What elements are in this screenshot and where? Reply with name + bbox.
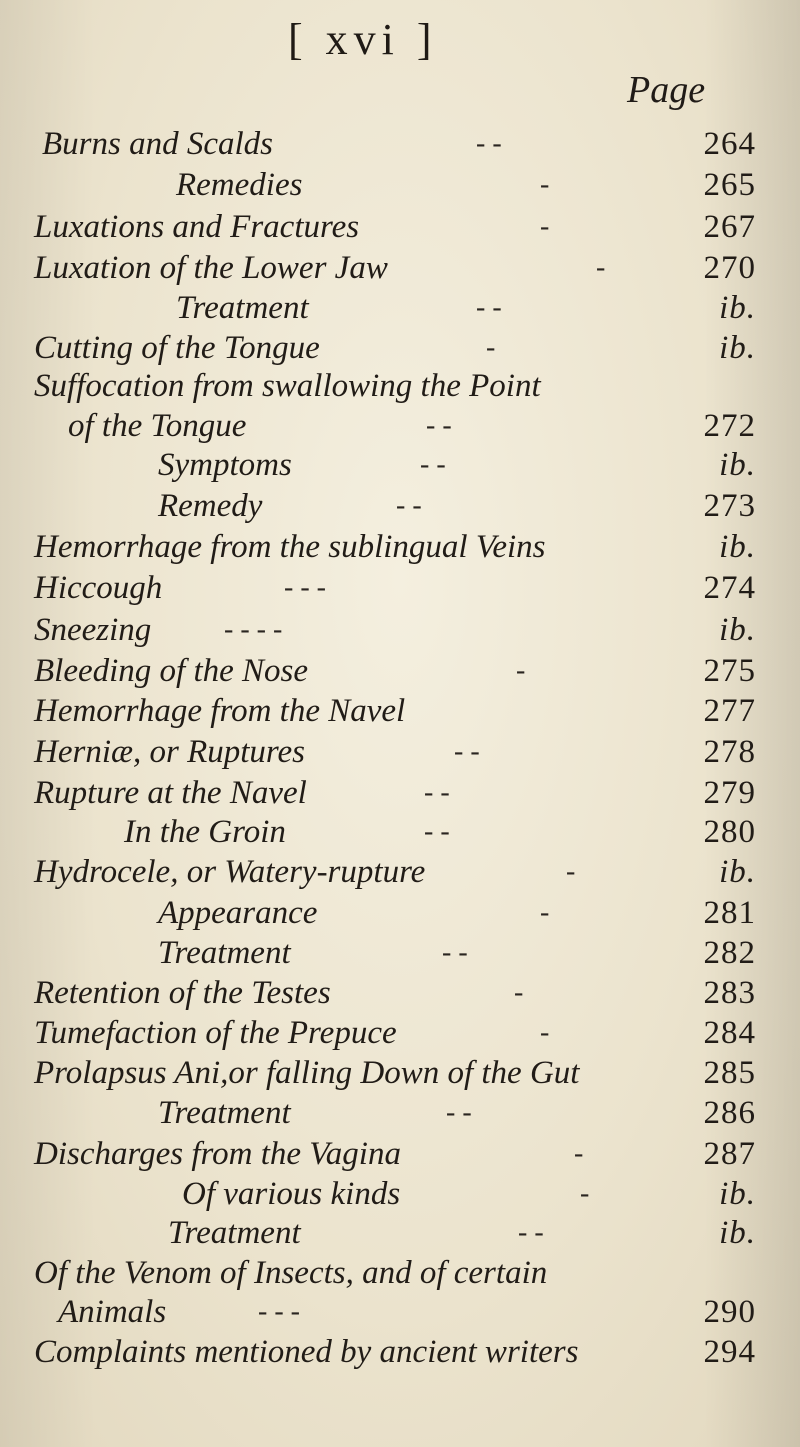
entry-page: 282 bbox=[703, 935, 756, 971]
entry-title: Of the Venom of Insects, and of certain bbox=[34, 1255, 548, 1291]
entry-page: 284 bbox=[703, 1015, 756, 1051]
entry-title: Sneezing bbox=[34, 612, 152, 648]
entry-leader: - bbox=[540, 169, 550, 200]
entry-page: 287 bbox=[703, 1136, 756, 1172]
entry-page: 270 bbox=[703, 250, 756, 286]
entry-leader: - - - bbox=[258, 1296, 300, 1327]
entry-title: Hemorrhage from the Navel bbox=[34, 693, 406, 729]
entry-title: Bleeding of the Nose bbox=[34, 653, 309, 689]
entry-title: Tumefaction of the Prepuce bbox=[34, 1015, 397, 1051]
entry-title: Cutting of the Tongue bbox=[34, 330, 320, 366]
entry-title: Treatment bbox=[158, 935, 291, 971]
entry-page: 294 bbox=[703, 1334, 756, 1370]
entry-leader: - - bbox=[396, 490, 422, 521]
entry-leader: - - bbox=[446, 1097, 472, 1128]
entry-title: Animals bbox=[58, 1294, 167, 1330]
entry-title: In the Groin bbox=[124, 814, 286, 850]
entry-leader: - - bbox=[424, 816, 450, 847]
entry-page: 285 bbox=[703, 1055, 756, 1091]
toc-entry bbox=[0, 610, 800, 650]
entry-leader: - bbox=[580, 1178, 590, 1209]
entry-title: Herniæ, or Ruptures bbox=[34, 734, 306, 770]
entry-page: ib. bbox=[719, 612, 756, 648]
entry-title: Hydrocele, or Watery-rupture bbox=[34, 854, 426, 890]
entry-title: Hiccough bbox=[34, 570, 163, 606]
entry-leader: - bbox=[566, 856, 576, 887]
entry-title: Treatment bbox=[158, 1095, 291, 1131]
toc-entry bbox=[0, 1213, 800, 1253]
entry-title: Rupture at the Navel bbox=[34, 775, 307, 811]
toc-entry bbox=[0, 1332, 800, 1372]
entry-leader: - bbox=[486, 332, 496, 363]
entry-title: Of various kinds bbox=[182, 1176, 401, 1212]
entry-title: Appearance bbox=[158, 895, 318, 931]
entry-page: 281 bbox=[703, 895, 756, 931]
entry-leader: - - bbox=[454, 736, 480, 767]
entry-page: 265 bbox=[703, 167, 756, 203]
entry-leader: - bbox=[516, 655, 526, 686]
entry-title: Remedies bbox=[176, 167, 303, 203]
entry-page: 286 bbox=[703, 1095, 756, 1131]
toc-entry bbox=[0, 773, 800, 813]
toc-entry bbox=[0, 973, 800, 1013]
entry-leader: - - bbox=[426, 410, 452, 441]
entry-title: of the Tongue bbox=[68, 408, 247, 444]
entry-title: Retention of the Testes bbox=[34, 975, 331, 1011]
entry-leader: - - bbox=[420, 449, 446, 480]
entry-page: 283 bbox=[703, 975, 756, 1011]
toc-entry bbox=[0, 732, 800, 772]
entry-leader: - - bbox=[424, 777, 450, 808]
entry-title: Treatment bbox=[168, 1215, 301, 1251]
entry-title: Complaints mentioned by ancient writers bbox=[34, 1334, 579, 1370]
entry-title: Remedy bbox=[158, 488, 263, 524]
entry-page: 273 bbox=[703, 488, 756, 524]
toc-entry bbox=[0, 1093, 800, 1133]
entry-page: ib. bbox=[719, 330, 756, 366]
entry-leader: - - - - bbox=[224, 614, 283, 645]
toc-entry bbox=[0, 288, 800, 328]
entry-title: Symptoms bbox=[158, 447, 292, 483]
entry-title: Hemorrhage from the sublingual Veins bbox=[34, 529, 546, 565]
entry-page: ib. bbox=[719, 1176, 756, 1212]
entry-page: 274 bbox=[703, 570, 756, 606]
entry-page: 267 bbox=[703, 209, 756, 245]
entry-title: Discharges from the Vagina bbox=[34, 1136, 401, 1172]
entry-leader: - bbox=[514, 977, 524, 1008]
toc-entry bbox=[0, 893, 800, 933]
entry-leader: - - - bbox=[284, 572, 326, 603]
toc-entry bbox=[0, 248, 800, 288]
toc-entry bbox=[0, 933, 800, 973]
entry-leader: - - bbox=[476, 128, 502, 159]
entry-title: Luxations and Fractures bbox=[34, 209, 360, 245]
entry-page: ib. bbox=[719, 854, 756, 890]
entry-leader: - bbox=[540, 897, 550, 928]
page-column-label: Page bbox=[627, 69, 706, 111]
toc-entry bbox=[0, 406, 800, 446]
entry-page: 290 bbox=[703, 1294, 756, 1330]
toc-entry bbox=[0, 1053, 800, 1093]
entry-page: 280 bbox=[703, 814, 756, 850]
entry-title: Suffocation from swallowing the Point bbox=[34, 368, 541, 404]
entry-leader: - - bbox=[476, 292, 502, 323]
entry-title: Burns and Scalds bbox=[42, 126, 273, 162]
entry-page: ib. bbox=[719, 290, 756, 326]
entry-page: 275 bbox=[703, 653, 756, 689]
toc-entry bbox=[0, 366, 800, 406]
toc-entry bbox=[0, 124, 800, 164]
toc-entry bbox=[0, 165, 800, 205]
toc-entry bbox=[0, 568, 800, 608]
entry-page: 272 bbox=[703, 408, 756, 444]
toc-entry bbox=[0, 527, 800, 567]
entry-leader: - - bbox=[518, 1217, 544, 1248]
entry-page: ib. bbox=[719, 529, 756, 565]
entry-page: 277 bbox=[703, 693, 756, 729]
entry-title: Luxation of the Lower Jaw bbox=[34, 250, 388, 286]
toc-entry bbox=[0, 1134, 800, 1174]
entry-page: ib. bbox=[719, 447, 756, 483]
entry-leader: - bbox=[574, 1138, 584, 1169]
entry-leader: - - bbox=[442, 937, 468, 968]
entry-title: Treatment bbox=[176, 290, 309, 326]
toc-entry bbox=[0, 328, 800, 368]
entry-page: 279 bbox=[703, 775, 756, 811]
toc-entry bbox=[0, 651, 800, 691]
toc-entry bbox=[0, 1292, 800, 1332]
toc-entry bbox=[0, 486, 800, 526]
toc-entry bbox=[0, 207, 800, 247]
toc-entry bbox=[0, 445, 800, 485]
entry-page: ib. bbox=[719, 1215, 756, 1251]
entry-leader: - bbox=[596, 252, 606, 283]
page-number: [ xvi ] bbox=[288, 15, 438, 64]
toc-entry bbox=[0, 691, 800, 731]
entry-page: 278 bbox=[703, 734, 756, 770]
toc-entry bbox=[0, 1174, 800, 1214]
entry-page: 264 bbox=[703, 126, 756, 162]
toc-entry bbox=[0, 1253, 800, 1293]
toc-entry bbox=[0, 1013, 800, 1053]
entry-leader: - bbox=[540, 211, 550, 242]
entry-leader: - bbox=[540, 1017, 550, 1048]
toc-entry bbox=[0, 852, 800, 892]
entry-title: Prolapsus Ani,or falling Down of the Gut bbox=[34, 1055, 580, 1091]
toc-entry bbox=[0, 812, 800, 852]
